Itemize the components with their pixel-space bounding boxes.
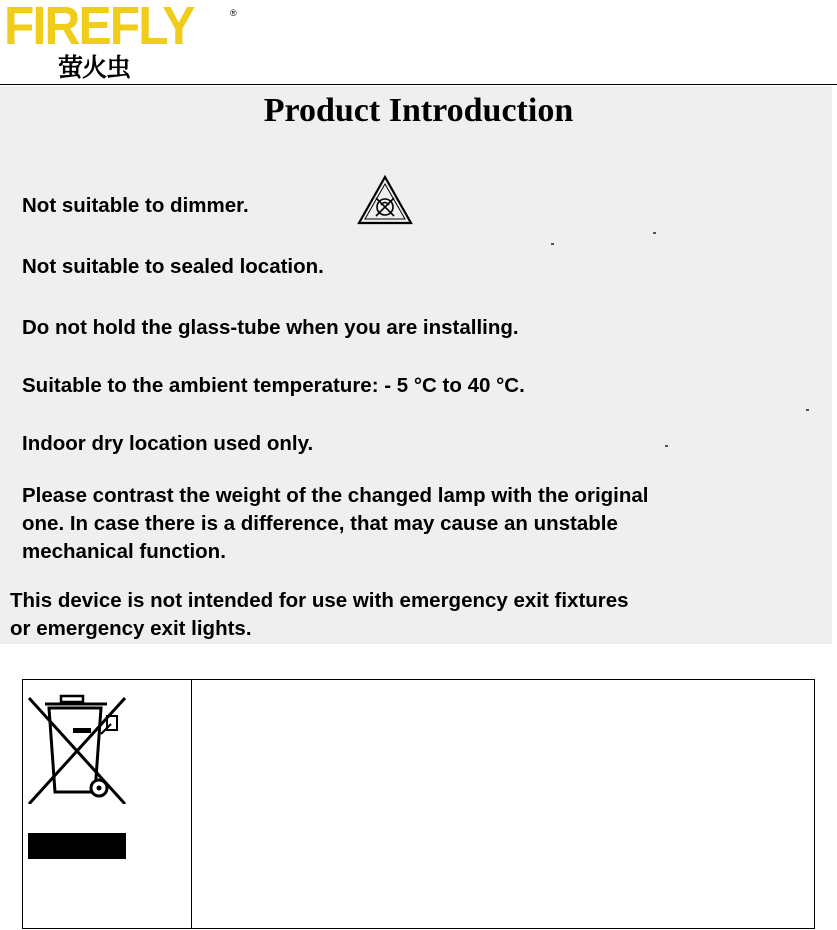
weee-box-divider <box>191 680 192 928</box>
scan-speck <box>653 232 656 234</box>
weee-black-bar <box>28 833 126 859</box>
notice-line-glass-tube: Do not hold the glass-tube when you are installing. <box>22 316 519 339</box>
notice-line-dimmer: Not suitable to dimmer. <box>22 194 249 217</box>
page-title: Product Introduction <box>263 92 574 129</box>
notice-line-emergency-1: This device is not intended for use with emergency exit fixtures <box>10 589 629 612</box>
logo-chinese-name: 萤火虫 <box>58 53 131 82</box>
logo-registered-mark: ® <box>230 8 237 18</box>
notice-line-weight-2: one. In case there is a difference, that may cause an unstable <box>22 512 618 535</box>
scan-speck <box>551 243 554 245</box>
no-dimmer-warning-icon <box>356 174 414 226</box>
scan-speck <box>806 409 809 411</box>
notice-line-emergency-2: or emergency exit lights. <box>10 617 252 640</box>
crossed-out-wheelie-bin-icon <box>27 694 127 804</box>
firefly-logo <box>2 0 238 84</box>
notice-line-sealed: Not suitable to sealed location. <box>22 255 324 278</box>
header-divider <box>0 84 837 85</box>
notice-line-indoor: Indoor dry location used only. <box>22 432 314 455</box>
notice-line-weight-1: Please contrast the weight of the changed lamp with the original <box>22 484 649 507</box>
scan-speck <box>665 445 668 447</box>
notice-line-temperature: Suitable to the ambient temperature: - 5 °C to 40 °C. <box>22 374 525 397</box>
logo-wordmark: FIREFLY <box>4 0 194 56</box>
weee-disposal-box <box>22 679 815 929</box>
notice-line-weight-3: mechanical function. <box>22 540 226 563</box>
